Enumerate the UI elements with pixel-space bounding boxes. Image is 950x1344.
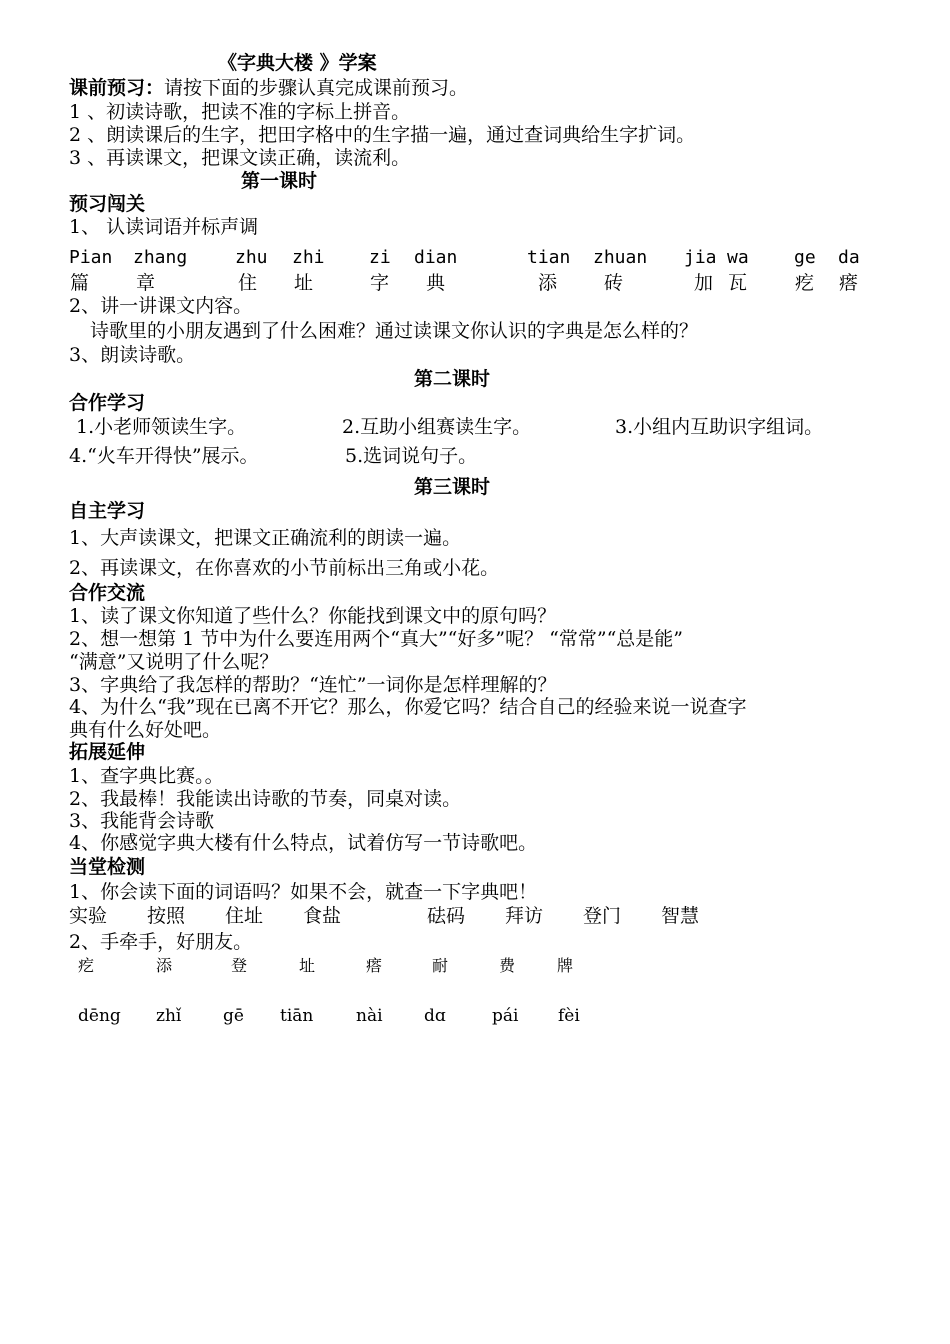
exchange-line-5: 4、为什么“我”现在已离不开它？那么，你爱它吗？结合自己的经验来说一说查字 bbox=[69, 696, 747, 718]
char-da: 瘩 bbox=[839, 272, 859, 294]
pinyin-pian: Pian bbox=[69, 247, 113, 268]
exchange-line-1: 1、读了课文你知道了些什么？你能找到课文中的原句吗？ bbox=[69, 605, 557, 627]
char-dian: 典 bbox=[426, 272, 446, 294]
match-pinyin-2: zhǐ bbox=[156, 1006, 182, 1026]
word-6: 拜访 bbox=[505, 905, 544, 927]
preview-line bbox=[69, 77, 468, 99]
exchange-line-2: 2、想一想第 1 节中为什么要连用两个“真大”“好多”呢？ “常常”“总是能” bbox=[69, 628, 684, 650]
match-char-1: 疙 bbox=[78, 956, 95, 975]
extend-item-2: 2、我最棒！我能读出诗歌的节奏，同桌对读。 bbox=[69, 788, 462, 810]
lesson2-item-5: 5.选词说句子。 bbox=[345, 445, 478, 467]
extend-item-3: 3、我能背会诗歌 bbox=[69, 810, 215, 832]
exchange-line-4: 3、字典给了我怎样的帮助？“连忙”一词你是怎样理解的？ bbox=[69, 674, 557, 696]
preview-step-1: 1 、初读诗歌，把读不准的字标上拼音。 bbox=[69, 101, 411, 123]
check-section-title: 当堂检测 bbox=[69, 856, 146, 878]
exchange-section-title: 合作交流 bbox=[69, 582, 146, 604]
match-char-4: 址 bbox=[299, 956, 316, 975]
pinyin-da: da bbox=[838, 247, 860, 268]
extend-item-4: 4、你感觉字典大楼有什么特点，试着仿写一节诗歌吧。 bbox=[69, 832, 538, 854]
self-study-item-2: 2、再读课文，在你喜欢的小节前标出三角或小花。 bbox=[69, 557, 500, 579]
lesson2-item-4: 4.“火车开得快”展示。 bbox=[69, 445, 259, 467]
self-study-item-1: 1、大声读课文，把课文正确流利的朗读一遍。 bbox=[69, 527, 462, 549]
preview-label: 课前预习： bbox=[69, 77, 165, 99]
match-char-3: 登 bbox=[231, 956, 248, 975]
page-title: 《字典大楼 》学案 bbox=[218, 52, 377, 74]
char-zhang: 章 bbox=[136, 272, 156, 294]
pinyin-wa: wa bbox=[727, 247, 749, 268]
lesson3-heading: 第三课时 bbox=[414, 476, 491, 498]
lesson1-section-title: 预习闯关 bbox=[69, 193, 146, 215]
preview-intro: 请按下面的步骤认真完成课前预习。 bbox=[164, 77, 469, 99]
word-2: 按照 bbox=[147, 905, 186, 927]
preview-step-2: 2 、朗读课后的生字，把田字格中的生字描一遍，通过查词典给生字扩词。 bbox=[69, 124, 696, 146]
match-pinyin-7: pái bbox=[492, 1006, 519, 1026]
lesson1-task2: 2、讲一讲课文内容。 bbox=[69, 295, 253, 317]
pinyin-tian: tian bbox=[527, 247, 571, 268]
match-char-7: 费 bbox=[499, 956, 516, 975]
pinyin-zhi: zhi bbox=[292, 247, 325, 268]
word-1: 实验 bbox=[69, 905, 108, 927]
pinyin-zhang: zhang bbox=[133, 247, 188, 268]
word-3: 住址 bbox=[225, 905, 264, 927]
match-pinyin-4: tiān bbox=[280, 1006, 314, 1026]
word-8: 智慧 bbox=[661, 905, 700, 927]
lesson1-task2-question: 诗歌里的小朋友遇到了什么困难？通过读课文你认识的字典是怎么样的？ bbox=[90, 320, 699, 342]
exchange-line-6: 典有什么好处吧。 bbox=[69, 719, 222, 741]
char-zi: 字 bbox=[370, 272, 390, 294]
word-4: 食盐 bbox=[303, 905, 342, 927]
self-study-section-title: 自主学习 bbox=[69, 500, 146, 522]
pinyin-zi: zi bbox=[369, 247, 391, 268]
lesson2-section-title: 合作学习 bbox=[69, 392, 146, 414]
lesson2-heading: 第二课时 bbox=[414, 368, 491, 390]
match-pinyin-6: dɑ bbox=[424, 1006, 446, 1026]
word-7: 登门 bbox=[583, 905, 622, 927]
match-pinyin-8: fèi bbox=[558, 1006, 580, 1026]
match-pinyin-3: gē bbox=[223, 1006, 244, 1026]
char-pian: 篇 bbox=[70, 272, 90, 294]
lesson2-item-2: 2.互助小组赛读生字。 bbox=[342, 416, 532, 438]
match-char-5: 瘩 bbox=[366, 956, 383, 975]
preview-step-3: 3 、再读课文，把课文读正确，读流利。 bbox=[69, 147, 411, 169]
char-wa: 瓦 bbox=[728, 272, 748, 294]
char-ge: 疙 bbox=[795, 272, 815, 294]
pinyin-zhuan: zhuan bbox=[593, 247, 648, 268]
word-5: 砝码 bbox=[427, 905, 466, 927]
check-question-2: 2、手牵手，好朋友。 bbox=[69, 931, 253, 953]
pinyin-zhu: zhu bbox=[235, 247, 268, 268]
char-zhuan: 砖 bbox=[604, 272, 624, 294]
match-char-2: 添 bbox=[156, 956, 173, 975]
char-zhu: 住 bbox=[238, 272, 258, 294]
exchange-line-3: “满意”又说明了什么呢？ bbox=[69, 651, 279, 673]
pinyin-dian: dian bbox=[414, 247, 458, 268]
check-question-1: 1、你会读下面的词语吗？如果不会，就查一下字典吧！ bbox=[69, 881, 538, 903]
lesson1-task3: 3、朗读诗歌。 bbox=[69, 344, 196, 366]
match-char-6: 耐 bbox=[432, 956, 449, 975]
pinyin-ge: ge bbox=[794, 247, 816, 268]
extend-item-1: 1、查字典比赛。。 bbox=[69, 765, 224, 787]
char-zhi: 址 bbox=[294, 272, 314, 294]
char-tian: 添 bbox=[538, 272, 558, 294]
lesson1-task1: 1、 认读词语并标声调 bbox=[69, 216, 259, 238]
char-jia: 加 bbox=[694, 272, 714, 294]
match-pinyin-5: nài bbox=[356, 1006, 383, 1026]
lesson2-item-3: 3.小组内互助识字组词。 bbox=[615, 416, 824, 438]
lesson2-item-1: 1.小老师领读生字。 bbox=[76, 416, 247, 438]
match-char-8: 牌 bbox=[557, 956, 574, 975]
extend-section-title: 拓展延伸 bbox=[69, 741, 146, 763]
lesson1-heading: 第一课时 bbox=[241, 170, 318, 192]
pinyin-jia: jia bbox=[684, 247, 717, 268]
match-pinyin-1: dēng bbox=[78, 1006, 121, 1026]
